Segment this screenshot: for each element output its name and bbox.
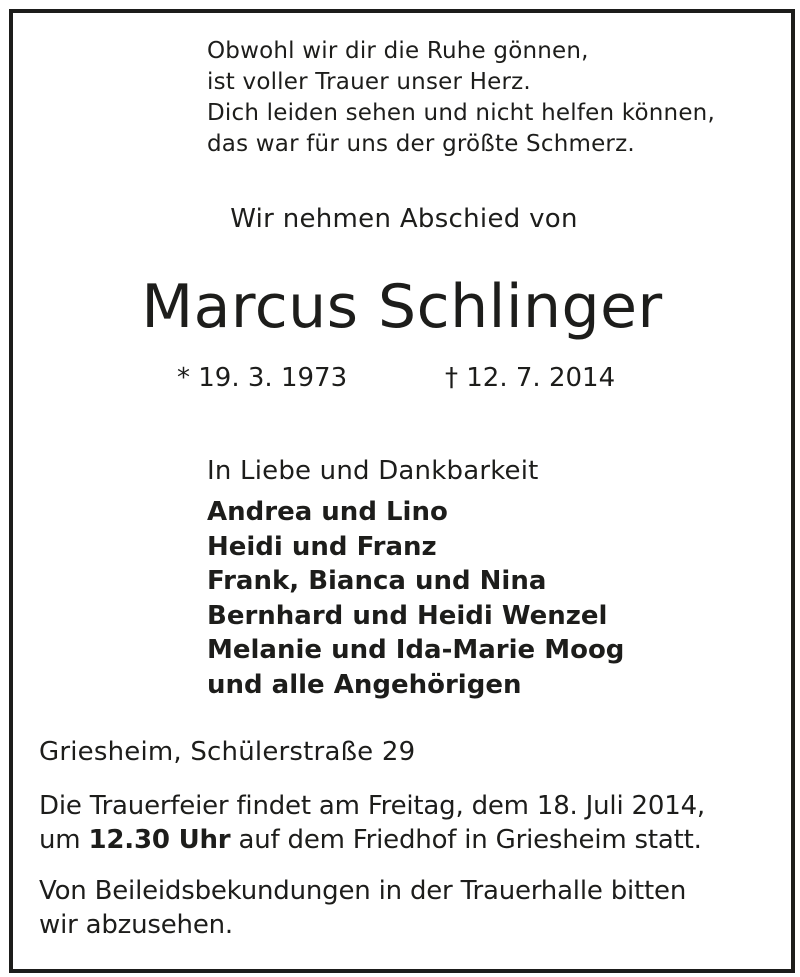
mourners-list	[207, 495, 624, 702]
funeral-service-info	[39, 789, 705, 857]
poem-line: Obwohl wir dir die Ruhe gönnen,	[207, 38, 589, 64]
mourner-entry: Andrea und Lino	[207, 497, 448, 527]
mourner-entry: Bernhard und Heidi Wenzel	[207, 600, 608, 631]
mourner-entry: und alle Angehörigen	[207, 669, 522, 700]
service-time: 12.30 Uhr	[88, 825, 231, 855]
deceased-name: Marcus Schlinger	[141, 272, 663, 342]
service-location: auf dem Friedhof in Griesheim statt.	[230, 825, 702, 855]
family-address: Griesheim, Schülerstraße 29	[39, 737, 416, 767]
poem-line: ist voller Trauer unser Herz.	[207, 69, 531, 95]
mourner-entry: Melanie und Ida-Marie Moog	[207, 635, 625, 665]
poem	[207, 36, 715, 160]
farewell-intro: Wir nehmen Abschied von	[230, 204, 578, 234]
service-line	[39, 823, 705, 857]
obituary-notice	[9, 9, 795, 973]
condolence-request	[39, 874, 686, 942]
condolence-line: Von Beileidsbekundungen in der Trauerhalle bitten	[39, 876, 687, 906]
condolence-line: wir abzusehen.	[39, 910, 233, 940]
mourner-entry: Frank, Bianca und Nina	[207, 566, 547, 596]
service-line: Die Trauerfeier findet am Freitag, dem 18. Juli 2014,	[39, 791, 705, 821]
mourner-entry: Heidi und Franz	[207, 531, 437, 562]
poem-line: Dich leiden sehen und nicht helfen können,	[207, 100, 715, 126]
life-dates	[177, 363, 616, 393]
service-prefix: um	[39, 825, 89, 855]
poem-line: das war für uns der größte Schmerz.	[207, 131, 635, 157]
birth-date: * 19. 3. 1973	[177, 363, 348, 393]
mourners-heading: In Liebe und Dankbarkeit	[207, 456, 539, 486]
death-date: † 12. 7. 2014	[445, 363, 616, 393]
